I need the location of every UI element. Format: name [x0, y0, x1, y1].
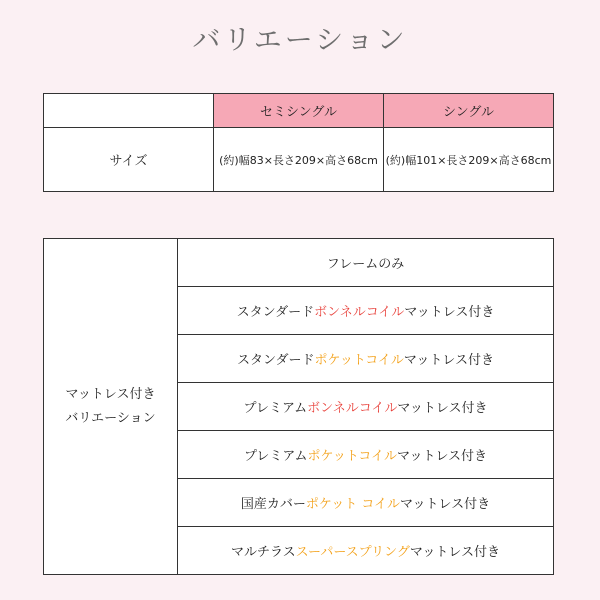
option-suffix: マットレス付き: [403, 353, 495, 368]
page-title: バリエーション: [192, 23, 408, 56]
semi-single-size: (約)幅83×長さ209×高さ68cm: [214, 128, 384, 192]
option-text: プレミアム: [243, 401, 308, 416]
column-single: シングル: [384, 94, 554, 128]
size-table-corner: [44, 94, 214, 128]
option-multilath-super-spring: [178, 527, 554, 575]
variation-label-line1: マットレス付き: [65, 386, 156, 402]
option-text: プレミアム: [243, 449, 308, 464]
option-suffix: マットレス付き: [409, 545, 500, 560]
option-highlight: ポケットコイル: [314, 353, 404, 368]
option-suffix: マットレス付き: [397, 401, 488, 416]
option-text: スタンダード: [236, 353, 315, 368]
option-highlight: スーパースプリング: [295, 545, 410, 560]
option-domestic-cover-pocket: [178, 479, 554, 527]
option-standard-pocket: [178, 335, 554, 383]
single-size: (約)幅101×長さ209×高さ68cm: [384, 128, 554, 192]
option-suffix: マットレス付き: [396, 449, 488, 464]
option-highlight: ボンネルコイル: [314, 305, 405, 320]
column-semi-single: セミシングル: [214, 94, 384, 128]
option-text: 国産カバー: [240, 497, 306, 512]
option-frame-only: [178, 239, 554, 287]
variation-row: [44, 239, 554, 287]
option-text: フレームのみ: [326, 257, 405, 272]
option-text: マルチラス: [231, 545, 296, 560]
size-table-header-row: [44, 94, 554, 128]
option-standard-bonnell: [178, 287, 554, 335]
variation-table: [43, 238, 554, 575]
variation-label: [44, 239, 178, 575]
size-row: [44, 128, 554, 192]
option-text: スタンダード: [236, 305, 315, 320]
option-premium-pocket: [178, 431, 554, 479]
option-highlight: ボンネルコイル: [307, 401, 398, 416]
option-highlight: ポケット コイル: [305, 497, 400, 512]
option-suffix: マットレス付き: [400, 497, 491, 512]
option-premium-bonnell: [178, 383, 554, 431]
variation-label-line2: バリエーション: [65, 410, 156, 426]
size-table: [43, 93, 554, 192]
option-highlight: ポケットコイル: [307, 449, 397, 464]
option-suffix: マットレス付き: [404, 305, 495, 320]
size-row-label: サイズ: [44, 128, 214, 192]
